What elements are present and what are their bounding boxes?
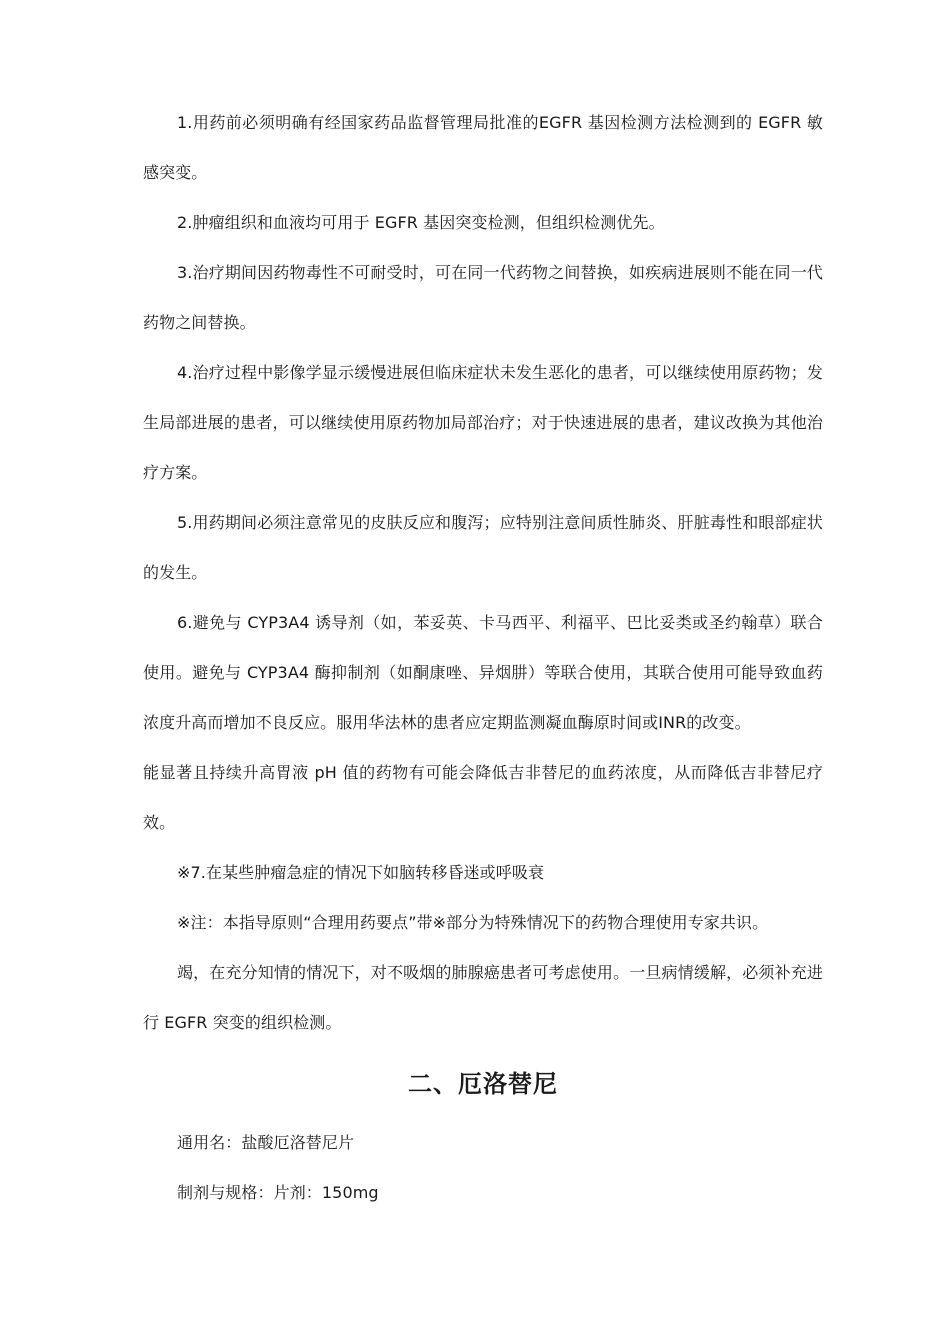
- generic-name: 通用名：盐酸厄洛替尼片: [177, 1133, 355, 1152]
- paragraph-footnote: ※注：本指导原则“合理用药要点”带※部分为特殊情况下的药物合理使用专家共识。: [177, 913, 769, 932]
- paragraph-item-7: ※7.在某些肿瘤急症的情况下如脑转移昏迷或呼吸衰: [177, 863, 545, 882]
- paragraph-item-5: 5.用药期间必须注意常见的皮肤反应和腹泻；应特别注意间质性肺炎、肝脏毒性和眼部症状的发生。: [143, 513, 823, 582]
- paragraph-item-1: 1.用药前必须明确有经国家药品监督管理局批准的EGFR 基因检测方法检测到的 EGFR 敏感突变。: [143, 113, 823, 182]
- paragraph-ph-note: 能显著且持续升高胃液 pH 值的药物有可能会降低吉非替尼的血药浓度，从而降低吉非替尼疗效。: [143, 763, 823, 832]
- formulation-spec: 制剂与规格：片剂：150mg: [177, 1183, 379, 1202]
- paragraph-item-2: 2.肿瘤组织和血液均可用于 EGFR 基因突变检测，但组织检测优先。: [177, 213, 665, 232]
- document-body: [143, 98, 823, 1218]
- paragraph-item-4: 4.治疗过程中影像学显示缓慢进展但临床症状未发生恶化的患者，可以继续使用原药物；发生局部进展的患者，可以继续使用原药物加局部治疗；对于快速进展的患者，建议改换为其他治疗方案。: [143, 363, 823, 482]
- paragraph-item-7-continued: 竭，在充分知情的情况下，对不吸烟的肺腺癌患者可考虑使用。一旦病情缓解，必须补充进行 EGFR 突变的组织检测。: [143, 963, 823, 1032]
- section-title: 二、厄洛替尼: [408, 1070, 558, 1098]
- paragraph-item-6: 6.避免与 CYP3A4 诱导剂（如，苯妥英、卡马西平、利福平、巴比妥类或圣约翰草）联合使用。避免与 CYP3A4 酶抑制剂（如酮康唑、异烟肼）等联合使用，其联合使用可能导致血药浓度升高而增加不良反应。服用华法林的患者应定期监测凝血酶原时间或INR的改变。: [143, 613, 823, 732]
- paragraph-item-3: 3.治疗期间因药物毒性不可耐受时，可在同一代药物之间替换，如疾病进展则不能在同一代药物之间替换。: [143, 263, 823, 332]
